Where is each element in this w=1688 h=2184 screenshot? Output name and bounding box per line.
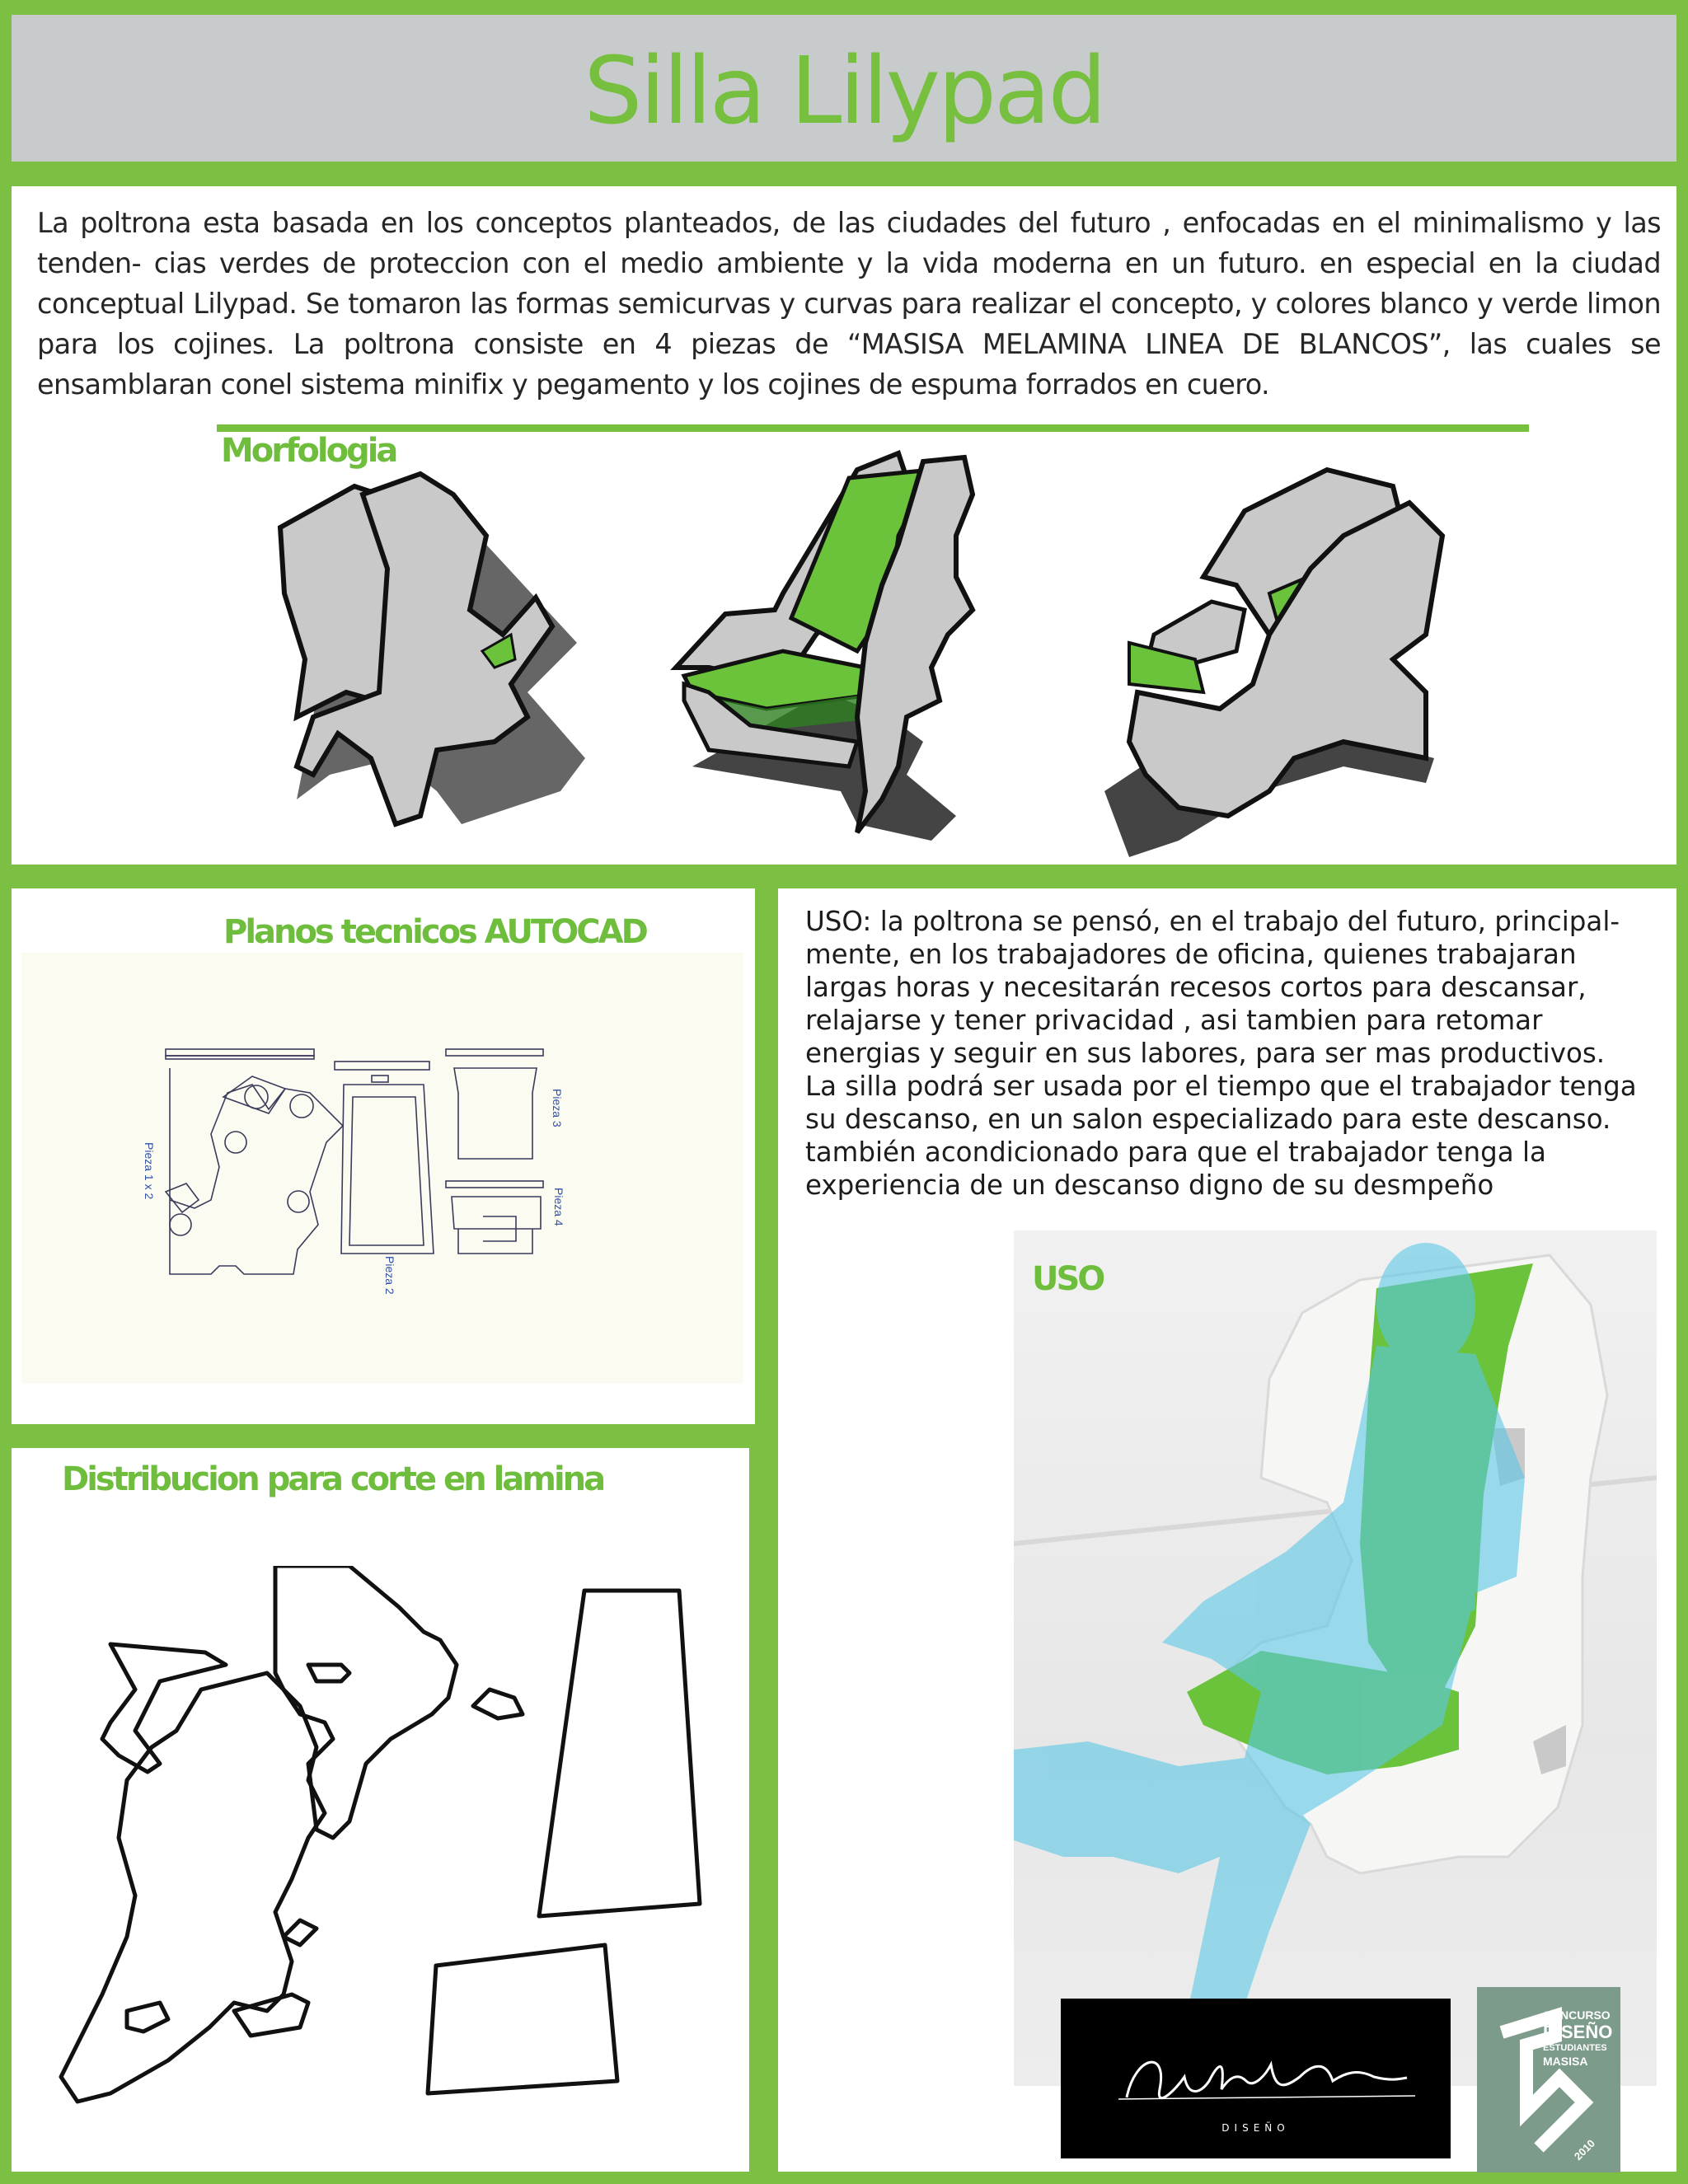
label-pieza-1x2: Pieza 1 x 2 — [143, 1142, 156, 1200]
label-pieza-3: Pieza 3 — [551, 1089, 564, 1127]
contest-line-4: MASISA — [1543, 2055, 1588, 2068]
header-banner — [12, 15, 1676, 162]
chair-views-illustration — [264, 445, 1467, 865]
contest-line-2: DISEÑO — [1543, 2022, 1613, 2042]
uso-paragraph-2: La silla podrá ser usada por el tiempo que el trabajador tenga su descanso, en un salon especializado para este descanso. también acondicionado para que el trabajador tenga la experiencia de un descanso digno de su desmpeño — [805, 1071, 1637, 1201]
uso-photo-label: USO — [1032, 1260, 1104, 1298]
distribucion-heading: Distribucion para corte en lamina — [62, 1460, 604, 1498]
chair-view-side — [280, 474, 585, 824]
uso-text — [805, 905, 1646, 1202]
section-divider — [217, 424, 1529, 432]
contest-year: 2010 — [1571, 2136, 1597, 2163]
designer-sub: DISEÑO — [1221, 2122, 1290, 2134]
planos-heading: Planos tecnicos AUTOCAD — [223, 913, 646, 951]
contest-logo — [1477, 1987, 1620, 2172]
uso-photo — [1014, 1230, 1657, 2086]
label-pieza-2: Pieza 2 — [383, 1256, 396, 1295]
designer-signature — [1061, 1999, 1451, 2158]
chair-view-back — [1104, 470, 1442, 857]
chair-view-front — [676, 453, 973, 841]
uso-paragraph-1: USO: la poltrona se pensó, en el trabajo del futuro, principal- mente, en los trabajadores de oficina, quienes trabajaran largas horas y necesitarán recesos cortos para descansar, relajarse y tener privacidad , asi tambien para retomar energias y seguir en sus labores, para ser mas productivos. — [805, 906, 1620, 1069]
page-title: Silla Lilypad — [584, 38, 1104, 145]
contest-line-3: ESTUDIANTES — [1543, 2043, 1607, 2053]
morfologia-heading: Morfologia — [221, 432, 396, 470]
cutting-layout-drawing — [12, 1566, 749, 2143]
autocad-drawings — [21, 953, 743, 1384]
contest-line-1: CONCURSO — [1543, 2008, 1611, 2022]
label-pieza-4: Pieza 4 — [552, 1188, 565, 1226]
designer-logo — [1061, 1999, 1451, 2158]
chair-photo-illustration — [1014, 1230, 1657, 2086]
intro-paragraph: La poltrona esta basada en los conceptos planteados, de las ciudades del futuro , enfocadas en el minimalismo y las tenden- cias verdes de proteccion con el medio ambiente y la vida moderna en un futuro. en especial en la ciudad conceptual Lilypad. Se tomaron las formas semicurvas y curvas para realizar el concepto, y colores blanco y verde limon para los cojines. La poltrona consiste en 4 piezas de “MASISA MELAMINA LINEA DE BLANCOS”, las cuales se ensamblaran conel sistema minifix y pegamento y los cojines de espuma forrados en cuero. — [37, 207, 1661, 401]
